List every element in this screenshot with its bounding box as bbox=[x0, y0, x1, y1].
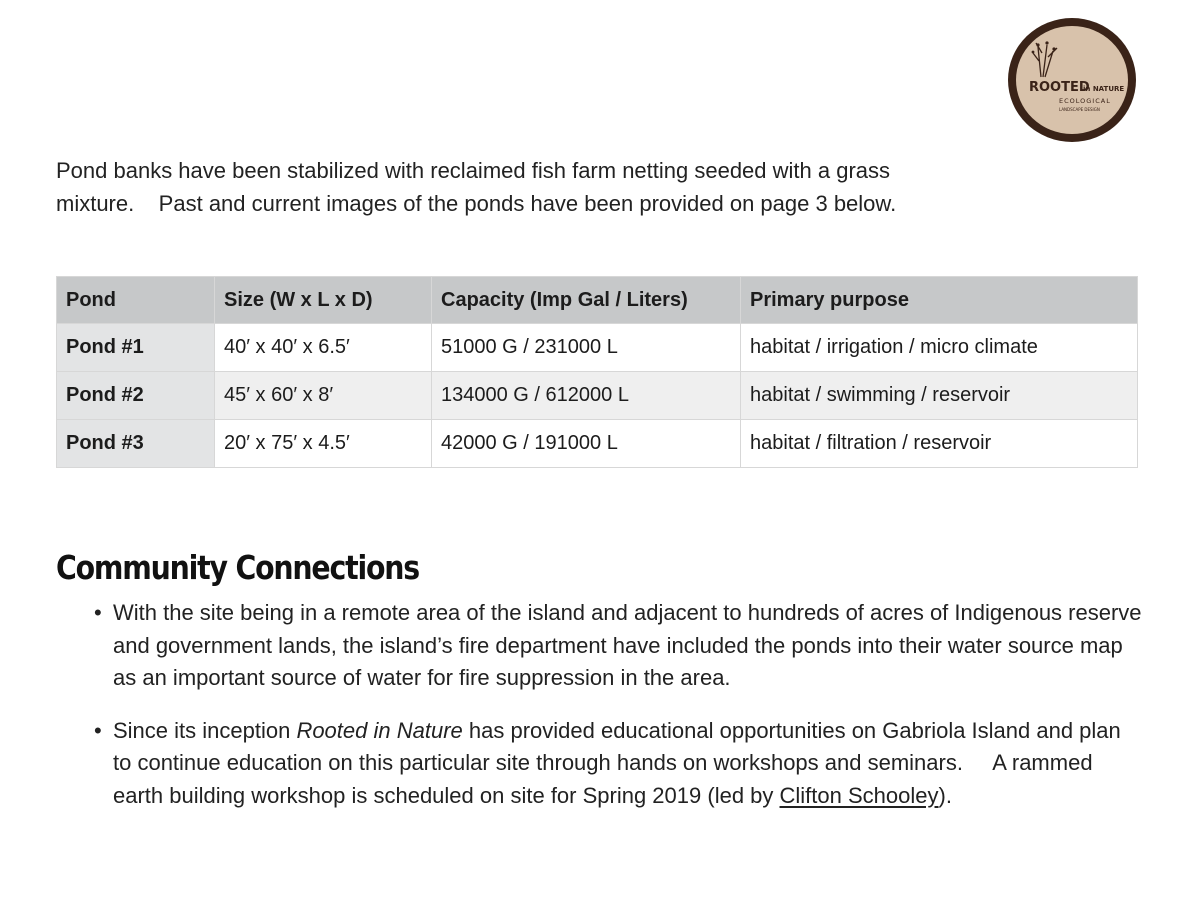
organization-name: Rooted in Nature bbox=[296, 717, 463, 743]
bullet-glyph: • bbox=[94, 600, 102, 625]
cell-purpose: habitat / filtration / reservoir bbox=[741, 420, 1138, 468]
cell-capacity: 42000 G / 191000 L bbox=[432, 420, 741, 468]
cell-size: 45′ x 60′ x 8′ bbox=[215, 372, 432, 420]
pond-table bbox=[56, 276, 1138, 468]
cell-pond: Pond #2 bbox=[57, 372, 215, 420]
table-row bbox=[57, 420, 1138, 468]
table-row bbox=[57, 372, 1138, 420]
header-size: Size (W x L x D) bbox=[215, 277, 432, 324]
list-item bbox=[94, 715, 1143, 813]
header-pond: Pond bbox=[57, 277, 215, 324]
instructor-link[interactable]: Clifton Schooley bbox=[779, 782, 939, 808]
cell-pond: Pond #1 bbox=[57, 324, 215, 372]
section-heading: Community Connections bbox=[56, 548, 419, 587]
bullet-text-end: ). bbox=[938, 782, 952, 808]
intro-paragraph bbox=[56, 154, 1036, 220]
table-row bbox=[57, 324, 1138, 372]
cell-pond: Pond #3 bbox=[57, 420, 215, 468]
rooted-in-nature-logo bbox=[1007, 17, 1137, 143]
cell-capacity: 134000 G / 612000 L bbox=[432, 372, 741, 420]
bullet-text-middle: has provided educational opportunities on Gabriola Island and plan to continue education on this particular site through hands on workshops and seminars. A rammed earth building workshop is scheduled on site for Spring 2019 (led by bbox=[113, 717, 1127, 808]
bullet-text: With the site being in a remote area of the island and adjacent to hundreds of acres of Indigenous reserve and government lands, the island’s fire department have included the ponds into their water source map as an important source of water for fire suppression in the area. bbox=[113, 600, 1142, 690]
intro-line-2: mixture. Past and current images of the ponds have been provided on page 3 below. bbox=[56, 191, 897, 216]
cell-size: 20′ x 75′ x 4.5′ bbox=[215, 420, 432, 468]
table-header-row bbox=[57, 277, 1138, 324]
header-purpose: Primary purpose bbox=[741, 277, 1138, 324]
cell-size: 40′ x 40′ x 6.5′ bbox=[215, 324, 432, 372]
logo-text-landscape: LANDSCAPE DESIGN bbox=[1059, 107, 1100, 112]
logo-text-nature: in NATURE bbox=[1083, 85, 1125, 93]
bullet-list bbox=[94, 597, 1143, 832]
cell-capacity: 51000 G / 231000 L bbox=[432, 324, 741, 372]
bullet-text-start: Since its inception bbox=[113, 717, 297, 743]
cell-purpose: habitat / irrigation / micro climate bbox=[741, 324, 1138, 372]
cell-purpose: habitat / swimming / reservoir bbox=[741, 372, 1138, 420]
logo-text-ecological: ECOLOGICAL bbox=[1059, 97, 1111, 105]
intro-line-1: Pond banks have been stabilized with reclaimed fish farm netting seeded with a grass bbox=[56, 158, 891, 183]
logo-text-rooted: ROOTED bbox=[1029, 80, 1090, 95]
header-capacity: Capacity (Imp Gal / Liters) bbox=[432, 277, 741, 324]
bullet-glyph: • bbox=[94, 717, 102, 743]
list-item bbox=[94, 597, 1143, 695]
